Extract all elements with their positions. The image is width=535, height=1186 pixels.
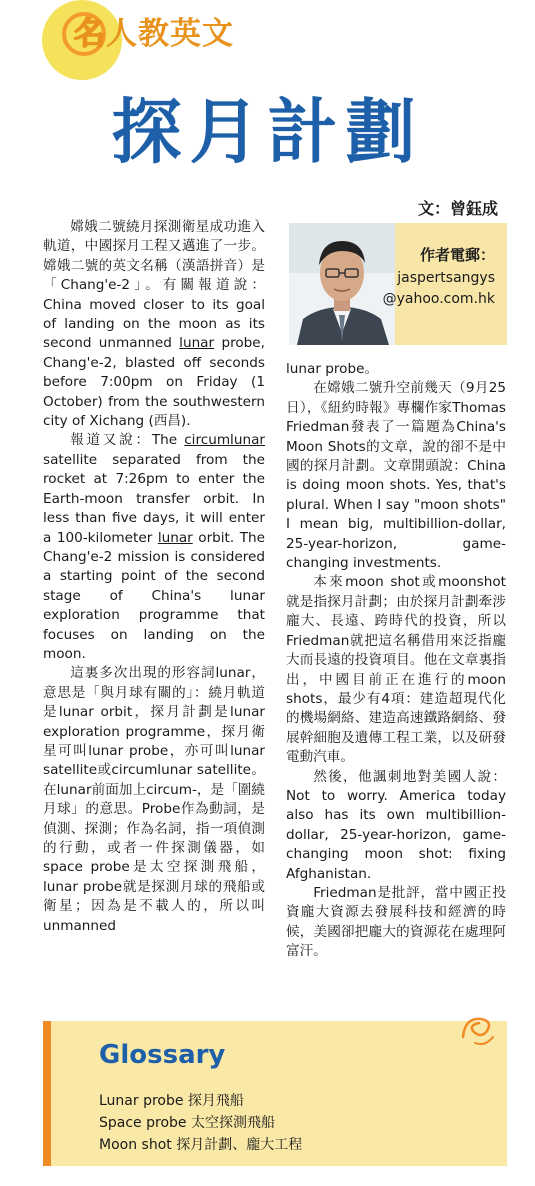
article-paragraph-2 (43, 431, 265, 664)
series-title-first-char: 名 (74, 16, 106, 52)
byline: 文：曾鈺成 (418, 199, 499, 218)
p2-text-c: orbit. The Chang'e-2 mission is considered a starting point of the second stage of China's lunar exploration programme that focuses on landing on the moon. (43, 529, 265, 662)
p2-text-a: 報道又說：The (70, 432, 185, 449)
article-left-column (43, 218, 265, 936)
glossary-item: Lunar probe 探月飛船 (99, 1093, 244, 1109)
article-right-column (286, 360, 506, 962)
p1-text-b: probe, Chang'e-2, blasted off seconds before 7:00pm on Friday (1 October) from the southwestern city of Xichang (西昌). (43, 335, 265, 430)
article-paragraph-7: Friedman是批評，當中國正投資龐大資源去發展科技和經濟的時候，美國卻把龐大的資源花在處理阿富汗。 (286, 884, 506, 960)
p1-text-a: 嫦娥二號繞月探測衛星成功進入軌道，中國探月工程又邁進了一步。嫦娥二號的英文名稱（漢語拼音）是「Chang'e-2」。有關報道說：China moved closer to its goal of landing on the moon as its second unmanned (43, 219, 265, 352)
email-user: jaspertsangys (397, 270, 495, 286)
series-title-rest: 人教英文 (106, 16, 234, 52)
glossary-item: Space probe 太空探測飛船 (99, 1115, 275, 1131)
p2-underlined-word-1: circumlunar (184, 432, 265, 449)
series-title (74, 14, 234, 54)
p1-underlined-word: lunar (179, 335, 215, 352)
page-title: 探月計劃 (111, 91, 424, 173)
p2-underlined-word-2: lunar (157, 529, 193, 546)
email-domain: @yahoo.com.hk (382, 291, 495, 307)
glossary-box (43, 1021, 507, 1166)
email-label: 作者電郵： (419, 246, 495, 264)
article-paragraph-5: 本來moon shot或moonshot就是指探月計劃；由於探月計劃牽涉龐大、長遠、跨時代的投資，所以Friedman就把這名稱借用來泛指龐大而長遠的投資項目。他在文章裏指出，中國目前正在進行的moon shots，最少有4項：建造超現代化的機場網絡、建造高速鐵路網絡、發展幹細胞及遺傳工程工業，以及研發電動汽車。 (286, 574, 506, 766)
article-paragraph-3: 這裏多次出現的形容詞lunar，意思是「與月球有關的」：繞月軌道是lunar orbit，探月計劃是lunar exploration programme，探月衛星可叫lunar probe，亦可叫lunar satellite或circumlunar satellite。在lunar前面加上circum-，是「圍繞月球」的意思。Probe作為動詞，是偵測、探測；作為名詞，指一項偵測的行動，或者一件探測儀器，如space probe是太空探測飛船，lunar probe就是探測月球的飛船或衛星；因為是不載人的，所以叫unmanned (43, 665, 265, 934)
p2-text-b: satellite separated from the rocket at 7:26pm to enter the Earth-moon transfer orbit. In less than five days, it will enter a 100-kilometer (43, 451, 265, 546)
article-paragraph-4: 在嫦娥二號升空前幾天（9月25日），《紐約時報》專欄作家Thomas Friedman發表了一篇題為China's Moon Shots的文章，說的卻不是中國的探月計劃。文章開頭說：China is doing moon shots. Yes, that's plural. When I say "moon shots" I mean big, multibillion-dollar, 25-year-horizon, game-changing investments. (286, 380, 506, 572)
glossary-title: Glossary (99, 1040, 226, 1070)
author-portrait (289, 223, 395, 345)
glossary-item: Moon shot 探月計劃、龐大工程 (99, 1137, 303, 1153)
swirl-decoration-icon (455, 1007, 499, 1051)
article-paragraph-6: 然後，他諷刺地對美國人說：Not to worry. America today also has its own multibillion-dollar, 25-year-horizon, game-changing moon shot: fixing Afghanistan. (286, 768, 506, 882)
author-box (289, 223, 507, 345)
article-paragraph-1 (43, 218, 265, 431)
article-paragraph-3-continued: lunar probe。 (286, 361, 379, 377)
glossary-accent-bar (43, 1021, 51, 1166)
